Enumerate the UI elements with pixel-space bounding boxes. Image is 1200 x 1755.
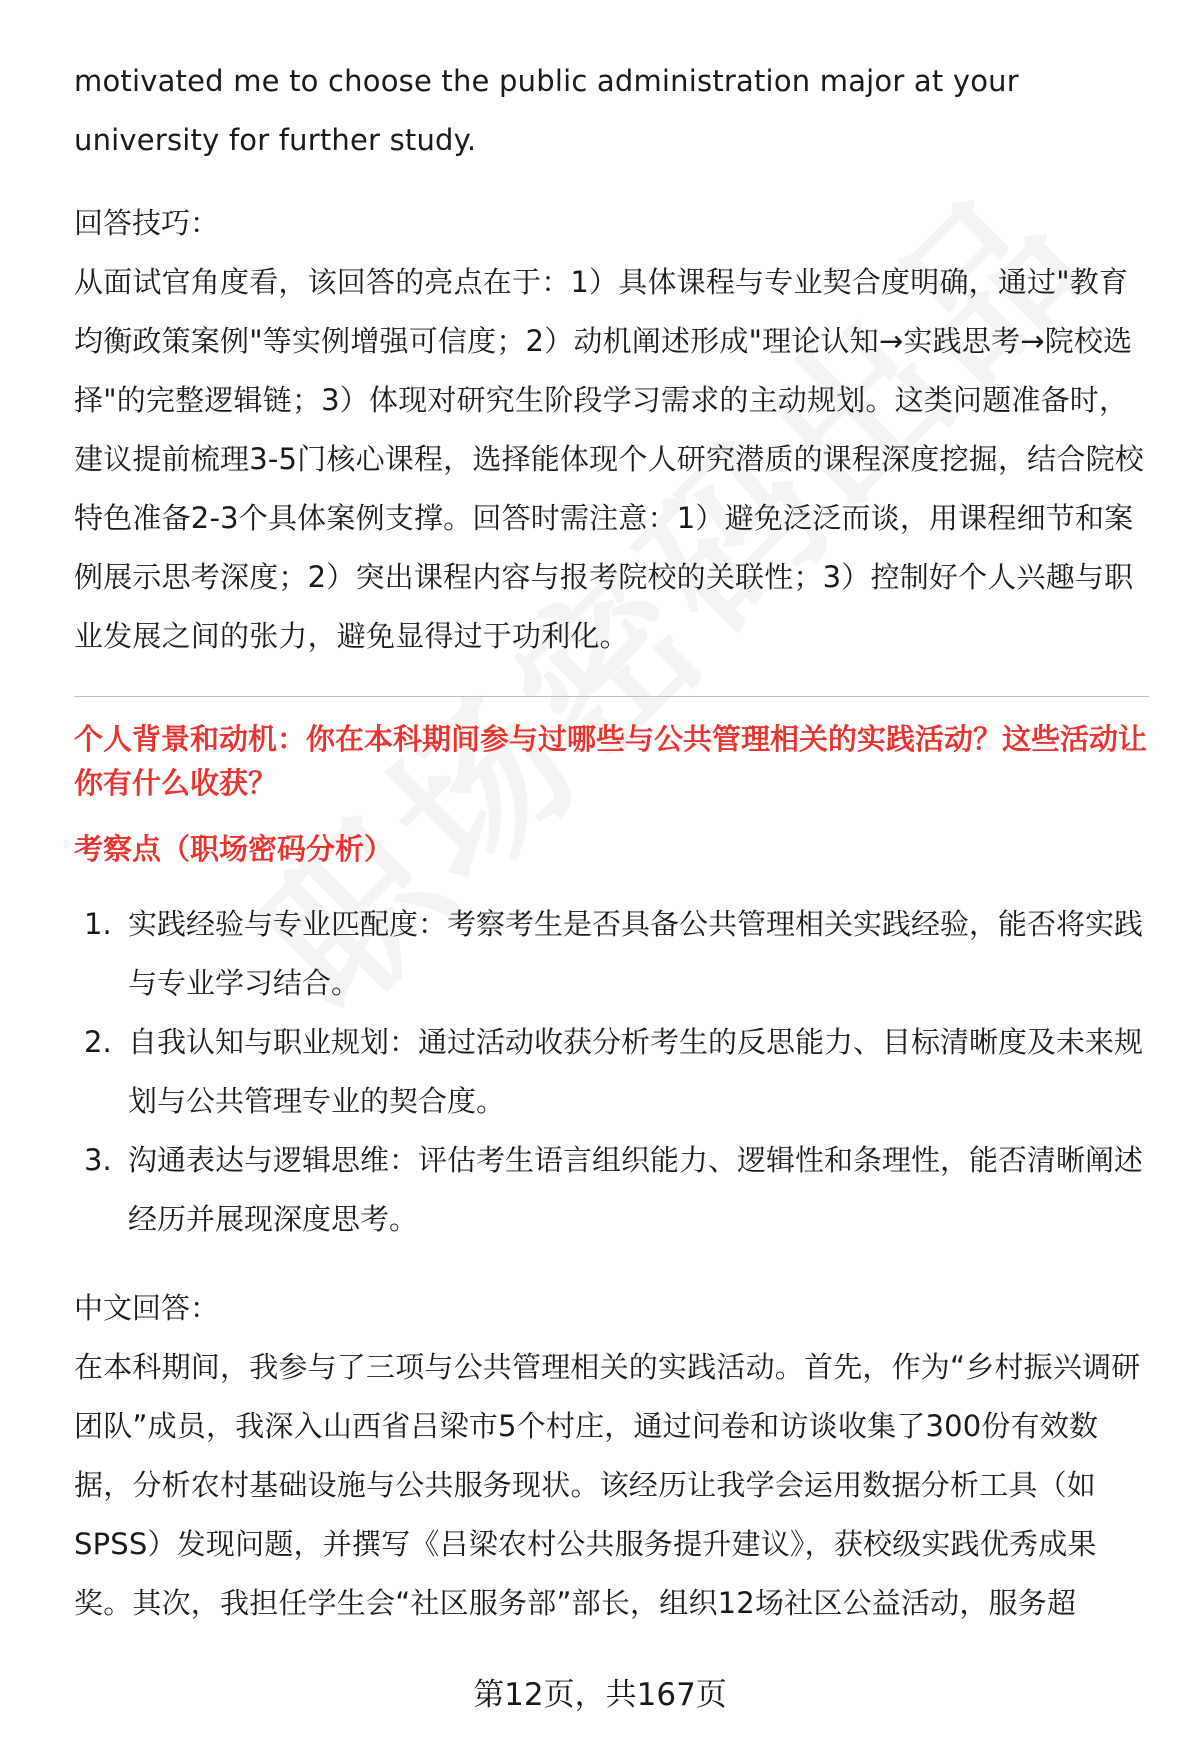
list-item-number: 3. — [84, 1143, 112, 1177]
answer-paragraph: 在本科期间，我参与了三项与公共管理相关的实践活动。首先，作为“乡村振兴调研团队”成员，我深入山西省吕梁市5个村庄，通过问卷和访谈收集了300份有效数据，分析农村基础设施与公共服务现状。该经历让我学会运用数据分析工具（如SPSS）发现问题，并撰写《吕梁农村公共服务提升建议》，获校级实践优秀成果奖。其次，我担任学生会“社区服务部”部长，组织12场社区公益活动，服务超 — [74, 1350, 1141, 1620]
question-title: 个人背景和动机：你在本科期间参与过哪些与公共管理相关的实践活动？这些活动让你有什么收获？ — [74, 722, 1148, 800]
continuation-paragraph: motivated me to choose the public administration major at your university for further study. — [74, 64, 1019, 157]
list-item-text: 沟通表达与逻辑思维：评估考生语言组织能力、逻辑性和条理性，能否清晰阐述经历并展现深度思考。 — [128, 1143, 1144, 1236]
answer-label: 中文回答： — [74, 1291, 220, 1325]
tips-label: 回答技巧： — [74, 206, 220, 240]
section-divider — [74, 696, 1149, 697]
list-item-number: 2. — [84, 1025, 112, 1059]
list-item-text: 实践经验与专业匹配度：考察考生是否具备公共管理相关实践经验，能否将实践与专业学习结合。 — [128, 907, 1144, 1000]
list-item — [74, 1131, 1149, 1249]
list-item-text: 自我认知与职业规划：通过活动收获分析考生的反思能力、目标清晰度及未来规划与公共管理专业的契合度。 — [128, 1025, 1144, 1118]
assessment-points-list — [74, 895, 1149, 1249]
document-page — [74, 52, 1149, 1633]
list-item — [74, 1013, 1149, 1131]
list-item — [74, 895, 1149, 1013]
tips-paragraph: 从面试官角度看，该回答的亮点在于：1）具体课程与专业契合度明确，通过"教育均衡政策案例"等实例增强可信度；2）动机阐述形成"理论认知→实践思考→院校选择"的完整逻辑链；3）体现对研究生阶段学习需求的主动规划。这类问题准备时，建议提前梳理3-5门核心课程，选择能体现个人研究潜质的课程深度挖掘，结合院校特色准备2-3个具体案例支撑。回答时需注意：1）避免泛泛而谈，用课程细节和案例展示思考深度；2）突出课程内容与报考院校的关联性；3）控制好个人兴趣与职业发展之间的张力，避免显得过于功利化。 — [74, 265, 1144, 653]
assessment-points-heading: 考察点（职场密码分析） — [74, 832, 394, 866]
list-item-number: 1. — [84, 907, 112, 941]
page-number: 第12页，共167页 — [473, 1677, 727, 1713]
